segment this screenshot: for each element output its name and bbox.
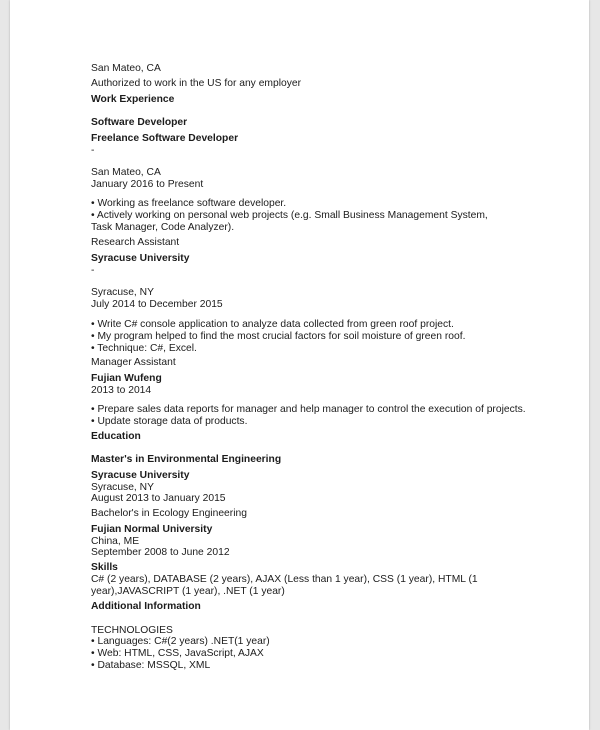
job-bullet: • Actively working on personal web projects (e.g. Small Business Management System, Task Manager, Code Analyzer). [91,210,488,233]
skills-list: C# (2 years), DATABASE (2 years), AJAX (Less than 1 year), CSS (1 year), HTML (1 year),JAVASCRIPT (1 year), .NET (1 year) [91,574,478,597]
section-heading-skills: Skills [91,562,118,573]
technology-item: • Database: MSSQL, XML [91,660,211,671]
job-dates: January 2016 to Present [91,179,204,190]
section-heading-additional-information: Additional Information [91,601,201,612]
job-dash: - [91,265,95,276]
job-bullet: • Working as freelance software developer. [91,198,287,209]
job-bullet: • Write C# console application to analyze data collected from green roof project. [91,319,454,330]
job-location: Syracuse, NY [91,287,154,298]
section-heading-education: Education [91,431,141,442]
technology-item: • Web: HTML, CSS, JavaScript, AJAX [91,648,264,659]
job-bullet: • Update storage data of products. [91,416,248,427]
job-employer: Syracuse University [91,253,190,264]
job-bullet: • Technique: C#, Excel. [91,343,197,354]
job-title: Software Developer [91,117,188,128]
job-title: Manager Assistant [91,357,176,368]
technology-item: • Languages: C#(2 years) .NET(1 year) [91,636,270,647]
job-location: San Mateo, CA [91,167,161,178]
job-bullet: • Prepare sales data reports for manager and help manager to control the execution of projects. [91,404,526,415]
job-employer: Fujian Wufeng [91,373,162,384]
job-bullet: • My program helped to find the most crucial factors for soil moisture of green roof. [91,331,466,342]
technologies-label: TECHNOLOGIES [91,625,173,636]
work-authorization: Authorized to work in the US for any employer [91,78,302,89]
resume-page [10,0,589,730]
education-location: China, ME [91,536,140,547]
education-dates: September 2008 to June 2012 [91,547,230,558]
education-degree: Master's in Environmental Engineering [91,454,282,465]
job-dash: - [91,145,95,156]
job-title: Research Assistant [91,237,180,248]
section-heading-work-experience: Work Experience [91,94,175,105]
job-dates: 2013 to 2014 [91,385,152,396]
education-school: Fujian Normal University [91,524,213,535]
job-employer: Freelance Software Developer [91,133,239,144]
education-dates: August 2013 to January 2015 [91,493,226,504]
education-location: Syracuse, NY [91,482,154,493]
header-location: San Mateo, CA [91,63,161,74]
education-school: Syracuse University [91,470,190,481]
education-degree: Bachelor's in Ecology Engineering [91,508,247,519]
job-dates: July 2014 to December 2015 [91,299,223,310]
